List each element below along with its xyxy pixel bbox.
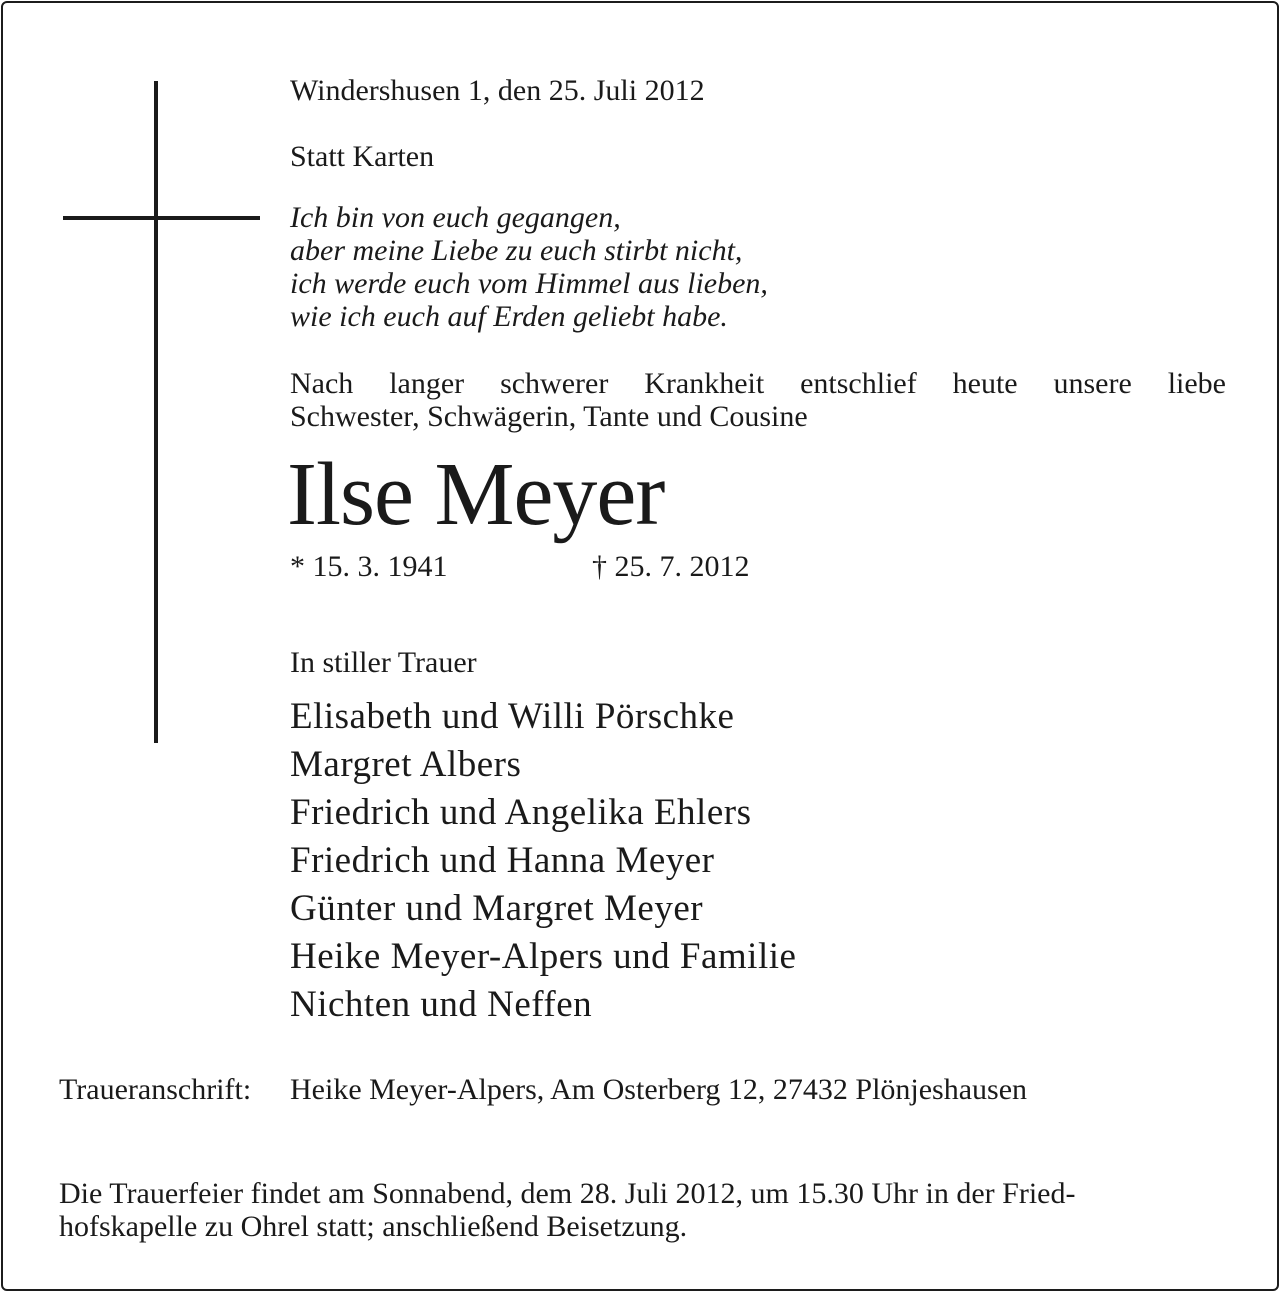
funeral-info — [59, 1177, 1227, 1243]
address-label: Traueranschrift: — [59, 1073, 252, 1106]
place-date: Windershusen 1, den 25. Juli 2012 — [290, 74, 705, 107]
intro-text — [290, 367, 1226, 433]
intro-line: Nach langer schwerer Krankheit entschlief heute unsere liebe — [290, 367, 1226, 400]
mourner: Heike Meyer-Alpers und Familie — [290, 936, 797, 977]
poem-line: wie ich euch auf Erden geliebt habe. — [290, 300, 728, 333]
address-value: Heike Meyer-Alpers, Am Osterberg 12, 27432 Plönjeshausen — [290, 1073, 1028, 1106]
mourners-list — [290, 693, 796, 1029]
cross-horizontal-bar — [63, 216, 260, 220]
mourner: Nichten und Neffen — [290, 984, 593, 1025]
poem — [290, 201, 768, 333]
intro-line: Schwester, Schwägerin, Tante und Cousine — [290, 400, 808, 433]
mourner: Günter und Margret Meyer — [290, 888, 704, 929]
poem-line: Ich bin von euch gegangen, — [290, 201, 621, 234]
statt-karten: Statt Karten — [290, 140, 435, 173]
poem-line: aber meine Liebe zu euch stirbt nicht, — [290, 234, 743, 267]
deceased-name: Ilse Meyer — [287, 445, 665, 544]
obituary-notice — [1, 1, 1279, 1291]
birth-date: * 15. 3. 1941 — [290, 550, 448, 583]
mourner: Friedrich und Angelika Ehlers — [290, 792, 752, 833]
cross-vertical-bar — [154, 81, 158, 743]
mourning-line: In stiller Trauer — [290, 646, 477, 679]
mourner: Friedrich und Hanna Meyer — [290, 840, 715, 881]
funeral-line: hofskapelle zu Ohrel statt; anschließend Beisetzung. — [59, 1210, 688, 1243]
mourner: Elisabeth und Willi Pörschke — [290, 696, 735, 737]
death-date: † 25. 7. 2012 — [592, 550, 750, 583]
mourner: Margret Albers — [290, 744, 522, 785]
poem-line: ich werde euch vom Himmel aus lieben, — [290, 267, 768, 300]
funeral-line: Die Trauerfeier findet am Sonnabend, dem 28. Juli 2012, um 15.30 Uhr in der Fried- — [59, 1177, 1076, 1210]
